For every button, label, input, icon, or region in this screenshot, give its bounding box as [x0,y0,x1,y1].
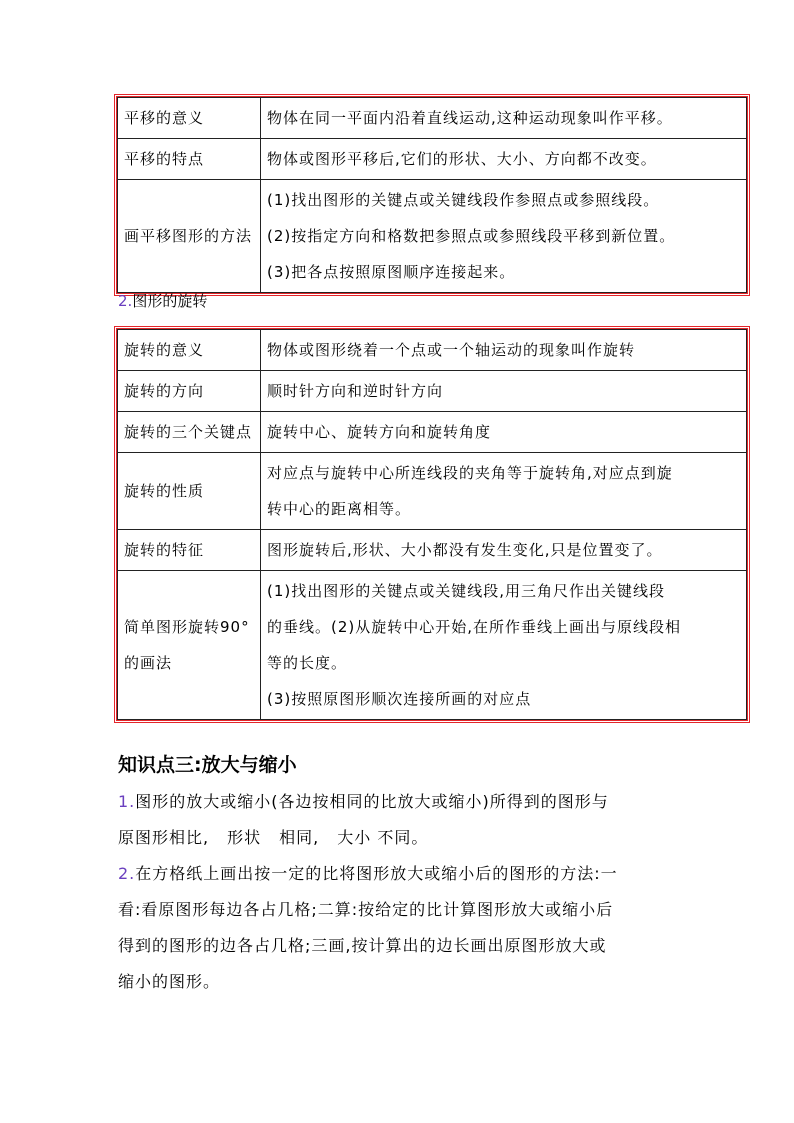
table-row [118,453,747,530]
table-key-cell: 旋转的意义 [118,330,261,371]
table-value-cell: 物体在同一平面内沿着直线运动,这种运动现象叫作平移。 [261,98,747,139]
table-key-cell: 旋转的特征 [118,530,261,571]
table-key-cell: 简单图形旋转90°的画法 [118,571,261,720]
table-row [118,530,747,571]
table-value-cell: 图形旋转后,形状、大小都没有发生变化,只是位置变了。 [261,530,747,571]
table-row [118,371,747,412]
paragraph-2: 2.在方格纸上画出按一定的比将图形放大或缩小后的图形的方法:一 看:看原图形每边各占几格;二算:按给定的比计算图形放大或缩小后 得到的图形的边各占几格;三画,按计算出的边长画出原图形放大或 缩小的图形。 [118,864,618,991]
section-number: 2. [118,292,133,310]
table-row [118,571,747,720]
table-row [118,330,747,371]
table-value-cell: 物体或图形平移后,它们的形状、大小、方向都不改变。 [261,139,747,180]
table-row [118,139,747,180]
table-key-cell: 旋转的性质 [118,453,261,530]
table-value-cell: (1)找出图形的关键点或关键线段,用三角尺作出关键线段 的垂线。(2)从旋转中心开始,在所作垂线上画出与原线段相 等的长度。 (3)按照原图形顺次连接所画的对应点 [261,571,747,720]
table-key-cell: 平移的特点 [118,139,261,180]
rotation-table [114,326,750,723]
paragraph-number: 2. [118,864,136,883]
answer-blank: 大小 [337,828,372,847]
table-value-cell: 物体或图形绕着一个点或一个轴运动的现象叫作旋转 [261,330,747,371]
paragraph-number: 1. [118,792,136,811]
answer-blank: 相同, [279,828,320,847]
table-row [118,98,747,139]
table-key-cell: 平移的意义 [118,98,261,139]
section-title-text: 图形的旋转 [132,292,208,310]
table-key-cell: 画平移图形的方法 [118,180,261,293]
table-value-cell: 旋转中心、旋转方向和旋转角度 [261,412,747,453]
paragraph-1: 1.图形的放大或缩小(各边按相同的比放大或缩小)所得到的图形与 原图形相比, 形状 相同, 大小 不同。 [118,792,609,847]
section-heading: 知识点三:放大与缩小 [118,754,297,776]
table-value-cell: (1)找出图形的关键点或关键线段作参照点或参照线段。 (2)按指定方向和格数把参照点或参照线段平移到新位置。 (3)把各点按照原图顺序连接起来。 [261,180,747,293]
table-row [118,412,747,453]
table-key-cell: 旋转的方向 [118,371,261,412]
translation-table [114,94,750,296]
answer-blank: 形状 [227,828,262,847]
table-row [118,180,747,293]
table-key-cell: 旋转的三个关键点 [118,412,261,453]
table-value-cell: 顺时针方向和逆时针方向 [261,371,747,412]
section-title [118,290,207,311]
table-value-cell: 对应点与旋转中心所连线段的夹角等于旋转角,对应点到旋 转中心的距离相等。 [261,453,747,530]
